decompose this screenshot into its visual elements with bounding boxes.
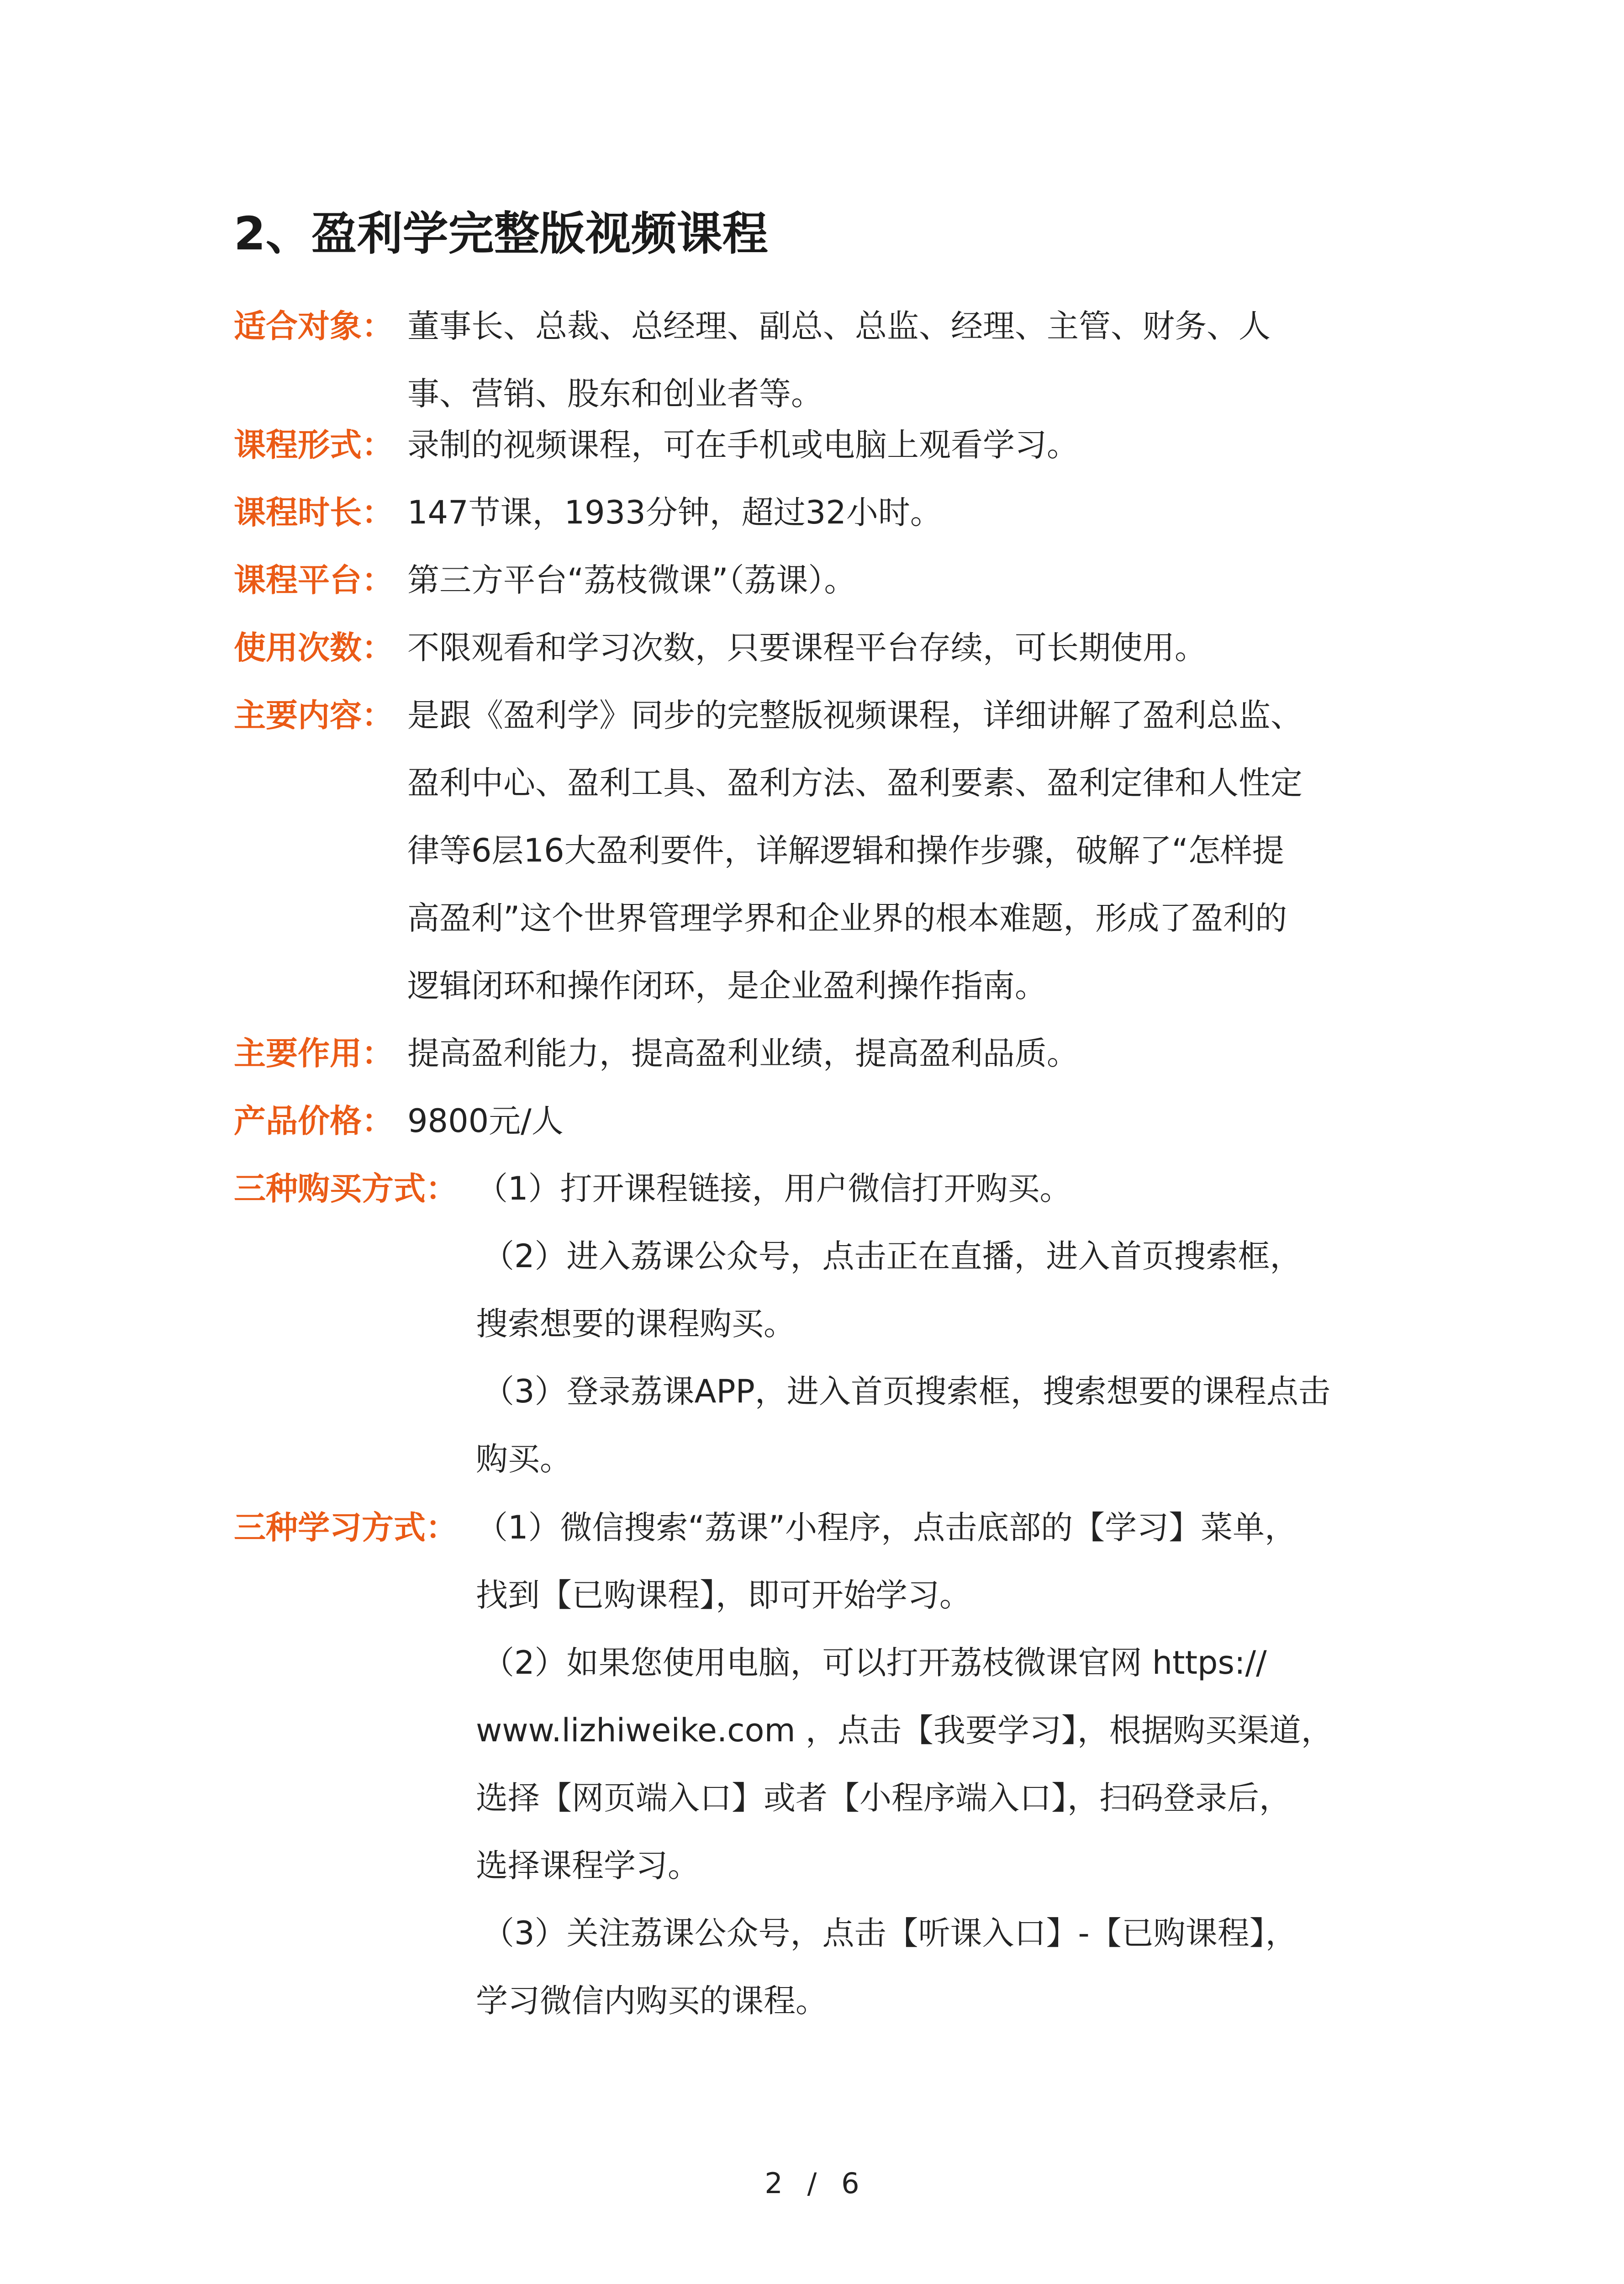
entry-line: 第三方平台“荔枝微课”（荔课）。 [407, 561, 856, 599]
entry-line: （3）登录荔课APP，进入首页搜索框，搜索想要的课程点击 [482, 1373, 1330, 1410]
entry-line: 学习微信内购买的课程。 [476, 1982, 828, 2020]
entry-line: 事、营销、股东和创业者等。 [407, 375, 823, 412]
entry-content [407, 1087, 564, 1155]
entry-label: 课程形式： [234, 426, 394, 464]
entry-line: （3）关注荔课公众号，点击【听课入口】-【已购课程】， [482, 1914, 1297, 1952]
entry-content [407, 614, 1207, 682]
entry-line: （2）如果您使用电脑，可以打开荔枝微课官网 https:// [482, 1644, 1267, 1681]
entry-content [407, 1020, 1079, 1087]
entry-line: 选择课程学习。 [476, 1847, 700, 1884]
entry-label: 主要作用： [234, 1035, 394, 1072]
entry-line: （2）进入荔课公众号，点击正在直播，进入首页搜索框， [482, 1237, 1302, 1275]
section-title: 2、盈利学完整版视频课程 [234, 207, 768, 260]
entry-content [476, 1494, 1333, 2035]
entry-line: 提高盈利能力，提高盈利业绩，提高盈利品质。 [407, 1035, 1079, 1072]
entry-content [476, 1155, 1330, 1493]
entry-line: 录制的视频课程，可在手机或电脑上观看学习。 [407, 426, 1079, 464]
entry-line: 搜索想要的课程购买。 [476, 1305, 796, 1343]
entry-content [407, 479, 942, 546]
entry-line: 147节课，1933分钟，超过32小时。 [407, 494, 942, 531]
entry-line: 董事长、总裁、总经理、副总、总监、经理、主管、财务、人 [407, 307, 1271, 345]
page-number-current: 2 [765, 2167, 783, 2200]
entry-label: 主要内容： [234, 697, 394, 734]
entry-line: www.lizhiweike.com ，点击【我要学习】，根据购买渠道， [476, 1712, 1333, 1749]
entry-line: 购买。 [476, 1440, 572, 1478]
entry-content [407, 546, 856, 614]
entry-line: 逻辑闭环和操作闭环，是企业盈利操作指南。 [407, 967, 1047, 1005]
entry-line: 高盈利”这个世界管理学界和企业界的根本难题，形成了盈利的 [407, 899, 1287, 937]
page-footer [0, 2165, 1624, 2202]
entry-content [407, 411, 1079, 479]
entry-line: 不限观看和学习次数，只要课程平台存续，可长期使用。 [407, 629, 1207, 666]
entry-label: 课程平台： [234, 561, 394, 599]
entry-line: 选择【网页端入口】或者【小程序端入口】，扫码登录后， [476, 1779, 1291, 1817]
entry-label: 产品价格： [234, 1102, 394, 1140]
entry-line: 是跟《盈利学》同步的完整版视频课程，详细讲解了盈利总监、 [407, 697, 1302, 734]
entry-label: 三种购买方式： [234, 1170, 458, 1207]
entry-line: 找到【已购课程】，即可开始学习。 [476, 1576, 971, 1614]
entry-line: 9800元/人 [407, 1102, 564, 1140]
entry-label: 使用次数： [234, 629, 394, 666]
entry-line: （1）微信搜索“荔课”小程序，点击底部的【学习】菜单， [476, 1509, 1297, 1546]
entry-line: 盈利中心、盈利工具、盈利方法、盈利要素、盈利定律和人性定 [407, 764, 1302, 802]
entry-content [407, 682, 1302, 1020]
entry-label: 三种学习方式： [234, 1509, 458, 1546]
entry-label: 课程时长： [234, 494, 394, 531]
entry-line: （1）打开课程链接，用户微信打开购买。 [476, 1170, 1072, 1207]
entry-line: 律等6层16大盈利要件，详解逻辑和操作步骤，破解了“怎样提 [407, 832, 1284, 869]
page-number-separator: / [807, 2167, 817, 2200]
page-number-total: 6 [841, 2167, 859, 2200]
entry-label: 适合对象： [234, 307, 394, 345]
entry-content [407, 292, 1271, 428]
